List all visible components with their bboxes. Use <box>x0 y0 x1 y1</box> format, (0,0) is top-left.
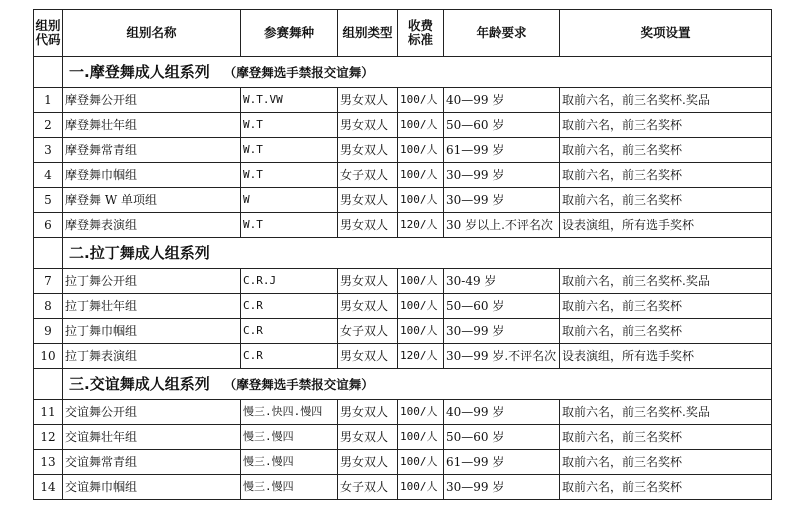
cell-type: 男女双人 <box>338 138 398 163</box>
section-header-row <box>34 57 772 88</box>
table-row <box>34 400 772 425</box>
cell-fee: 120/人 <box>398 213 444 238</box>
cell-dances: W.T.VW <box>241 88 338 113</box>
cell-dances: C.R.J <box>241 269 338 294</box>
table-row <box>34 344 772 369</box>
cell-age: 30—99 岁 <box>444 188 560 213</box>
cell-name: 摩登舞壮年组 <box>63 113 241 138</box>
cell-code: 8 <box>34 294 63 319</box>
cell-dances: W.T <box>241 163 338 188</box>
cell-dances: 慢三.慢四 <box>241 425 338 450</box>
cell-code: 5 <box>34 188 63 213</box>
cell-dances: W.T <box>241 113 338 138</box>
cell-fee: 100/人 <box>398 88 444 113</box>
table-row <box>34 88 772 113</box>
cell-type: 男女双人 <box>338 425 398 450</box>
table-row <box>34 319 772 344</box>
table-row <box>34 138 772 163</box>
cell-fee: 100/人 <box>398 450 444 475</box>
cell-awards: 取前六名，前三名奖杯.奖品 <box>560 88 772 113</box>
header-dances: 参赛舞种 <box>241 10 338 57</box>
cell-code: 3 <box>34 138 63 163</box>
registration-table <box>33 9 772 500</box>
cell-fee: 120/人 <box>398 344 444 369</box>
header-name: 组别名称 <box>63 10 241 57</box>
cell-type: 男女双人 <box>338 344 398 369</box>
cell-fee: 100/人 <box>398 188 444 213</box>
section-title-cell <box>63 238 772 269</box>
cell-awards: 取前六名，前三名奖杯 <box>560 450 772 475</box>
header-age: 年龄要求 <box>444 10 560 57</box>
cell-code: 4 <box>34 163 63 188</box>
cell-name: 拉丁舞巾帼组 <box>63 319 241 344</box>
cell-fee: 100/人 <box>398 269 444 294</box>
cell-code: 14 <box>34 475 63 500</box>
table-row <box>34 213 772 238</box>
cell-type: 男女双人 <box>338 188 398 213</box>
cell-name: 摩登舞常青组 <box>63 138 241 163</box>
cell-name: 拉丁舞壮年组 <box>63 294 241 319</box>
cell-dances: 慢三.慢四 <box>241 450 338 475</box>
cell-dances: W.T <box>241 213 338 238</box>
cell-name: 摩登舞 W 单项组 <box>63 188 241 213</box>
cell-age: 50—60 岁 <box>444 294 560 319</box>
cell-awards: 取前六名，前三名奖杯.奖品 <box>560 400 772 425</box>
cell-name: 交谊舞壮年组 <box>63 425 241 450</box>
cell-type: 男女双人 <box>338 213 398 238</box>
cell-name: 交谊舞常青组 <box>63 450 241 475</box>
cell-awards: 取前六名，前三名奖杯 <box>560 319 772 344</box>
section-title-cell <box>63 369 772 400</box>
header-awards: 奖项设置 <box>560 10 772 57</box>
cell-type: 女子双人 <box>338 163 398 188</box>
cell-dances: W.T <box>241 138 338 163</box>
table-header-row <box>34 10 772 57</box>
header-code: 组别 代码 <box>34 10 63 57</box>
cell-type: 男女双人 <box>338 400 398 425</box>
cell-dances: C.R <box>241 319 338 344</box>
cell-age: 61—99 岁 <box>444 138 560 163</box>
cell-awards: 设表演组，所有选手奖杯 <box>560 344 772 369</box>
cell-type: 男女双人 <box>338 450 398 475</box>
cell-name: 拉丁舞表演组 <box>63 344 241 369</box>
registration-table-container <box>33 9 771 500</box>
section-header-row <box>34 369 772 400</box>
section-header-row <box>34 238 772 269</box>
section-code-cell <box>34 369 63 400</box>
cell-fee: 100/人 <box>398 294 444 319</box>
header-fee: 收费 标准 <box>398 10 444 57</box>
cell-code: 13 <box>34 450 63 475</box>
cell-awards: 取前六名，前三名奖杯 <box>560 425 772 450</box>
cell-fee: 100/人 <box>398 138 444 163</box>
cell-type: 男女双人 <box>338 88 398 113</box>
cell-dances: 慢三.慢四 <box>241 475 338 500</box>
cell-awards: 设表演组，所有选手奖杯 <box>560 213 772 238</box>
section-note: （摩登舞选手禁报交谊舞） <box>223 64 374 80</box>
cell-age: 30 岁以上.不评名次 <box>444 213 560 238</box>
cell-dances: W <box>241 188 338 213</box>
cell-type: 男女双人 <box>338 269 398 294</box>
cell-type: 女子双人 <box>338 475 398 500</box>
cell-age: 30—99 岁 <box>444 319 560 344</box>
cell-fee: 100/人 <box>398 319 444 344</box>
section-title: 三.交谊舞成人组系列 <box>69 374 210 393</box>
cell-awards: 取前六名，前三名奖杯 <box>560 138 772 163</box>
cell-code: 6 <box>34 213 63 238</box>
cell-awards: 取前六名，前三名奖杯.奖品 <box>560 269 772 294</box>
cell-code: 9 <box>34 319 63 344</box>
cell-dances: C.R <box>241 344 338 369</box>
cell-age: 40—99 岁 <box>444 88 560 113</box>
section-title-cell <box>63 57 772 88</box>
cell-fee: 100/人 <box>398 400 444 425</box>
table-row <box>34 425 772 450</box>
table-row <box>34 163 772 188</box>
cell-fee: 100/人 <box>398 425 444 450</box>
cell-code: 1 <box>34 88 63 113</box>
cell-type: 男女双人 <box>338 113 398 138</box>
cell-age: 30—99 岁 <box>444 163 560 188</box>
cell-code: 7 <box>34 269 63 294</box>
cell-age: 30-49 岁 <box>444 269 560 294</box>
cell-fee: 100/人 <box>398 113 444 138</box>
cell-name: 拉丁舞公开组 <box>63 269 241 294</box>
section-title: 一.摩登舞成人组系列 <box>69 62 210 81</box>
cell-type: 男女双人 <box>338 294 398 319</box>
section-title: 二.拉丁舞成人组系列 <box>69 244 210 262</box>
cell-age: 40—99 岁 <box>444 400 560 425</box>
section-code-cell <box>34 57 63 88</box>
table-row <box>34 475 772 500</box>
cell-code: 2 <box>34 113 63 138</box>
cell-name: 交谊舞巾帼组 <box>63 475 241 500</box>
cell-name: 摩登舞巾帼组 <box>63 163 241 188</box>
cell-name: 摩登舞表演组 <box>63 213 241 238</box>
section-code-cell <box>34 238 63 269</box>
table-row <box>34 113 772 138</box>
cell-age: 50—60 岁 <box>444 425 560 450</box>
cell-code: 10 <box>34 344 63 369</box>
cell-awards: 取前六名，前三名奖杯 <box>560 163 772 188</box>
table-row <box>34 294 772 319</box>
cell-name: 摩登舞公开组 <box>63 88 241 113</box>
cell-code: 11 <box>34 400 63 425</box>
cell-dances: C.R <box>241 294 338 319</box>
header-type: 组别类型 <box>338 10 398 57</box>
table-row <box>34 269 772 294</box>
section-note: （摩登舞选手禁报交谊舞） <box>223 376 374 392</box>
cell-awards: 取前六名，前三名奖杯 <box>560 188 772 213</box>
cell-fee: 100/人 <box>398 163 444 188</box>
cell-name: 交谊舞公开组 <box>63 400 241 425</box>
cell-awards: 取前六名，前三名奖杯 <box>560 113 772 138</box>
cell-type: 女子双人 <box>338 319 398 344</box>
table-row <box>34 450 772 475</box>
cell-awards: 取前六名，前三名奖杯 <box>560 294 772 319</box>
cell-age: 30—99 岁.不评名次 <box>444 344 560 369</box>
cell-fee: 100/人 <box>398 475 444 500</box>
table-row <box>34 188 772 213</box>
cell-dances: 慢三.快四.慢四 <box>241 400 338 425</box>
cell-code: 12 <box>34 425 63 450</box>
cell-awards: 取前六名，前三名奖杯 <box>560 475 772 500</box>
cell-age: 61—99 岁 <box>444 450 560 475</box>
table-body <box>34 57 772 500</box>
cell-age: 50—60 岁 <box>444 113 560 138</box>
cell-age: 30—99 岁 <box>444 475 560 500</box>
